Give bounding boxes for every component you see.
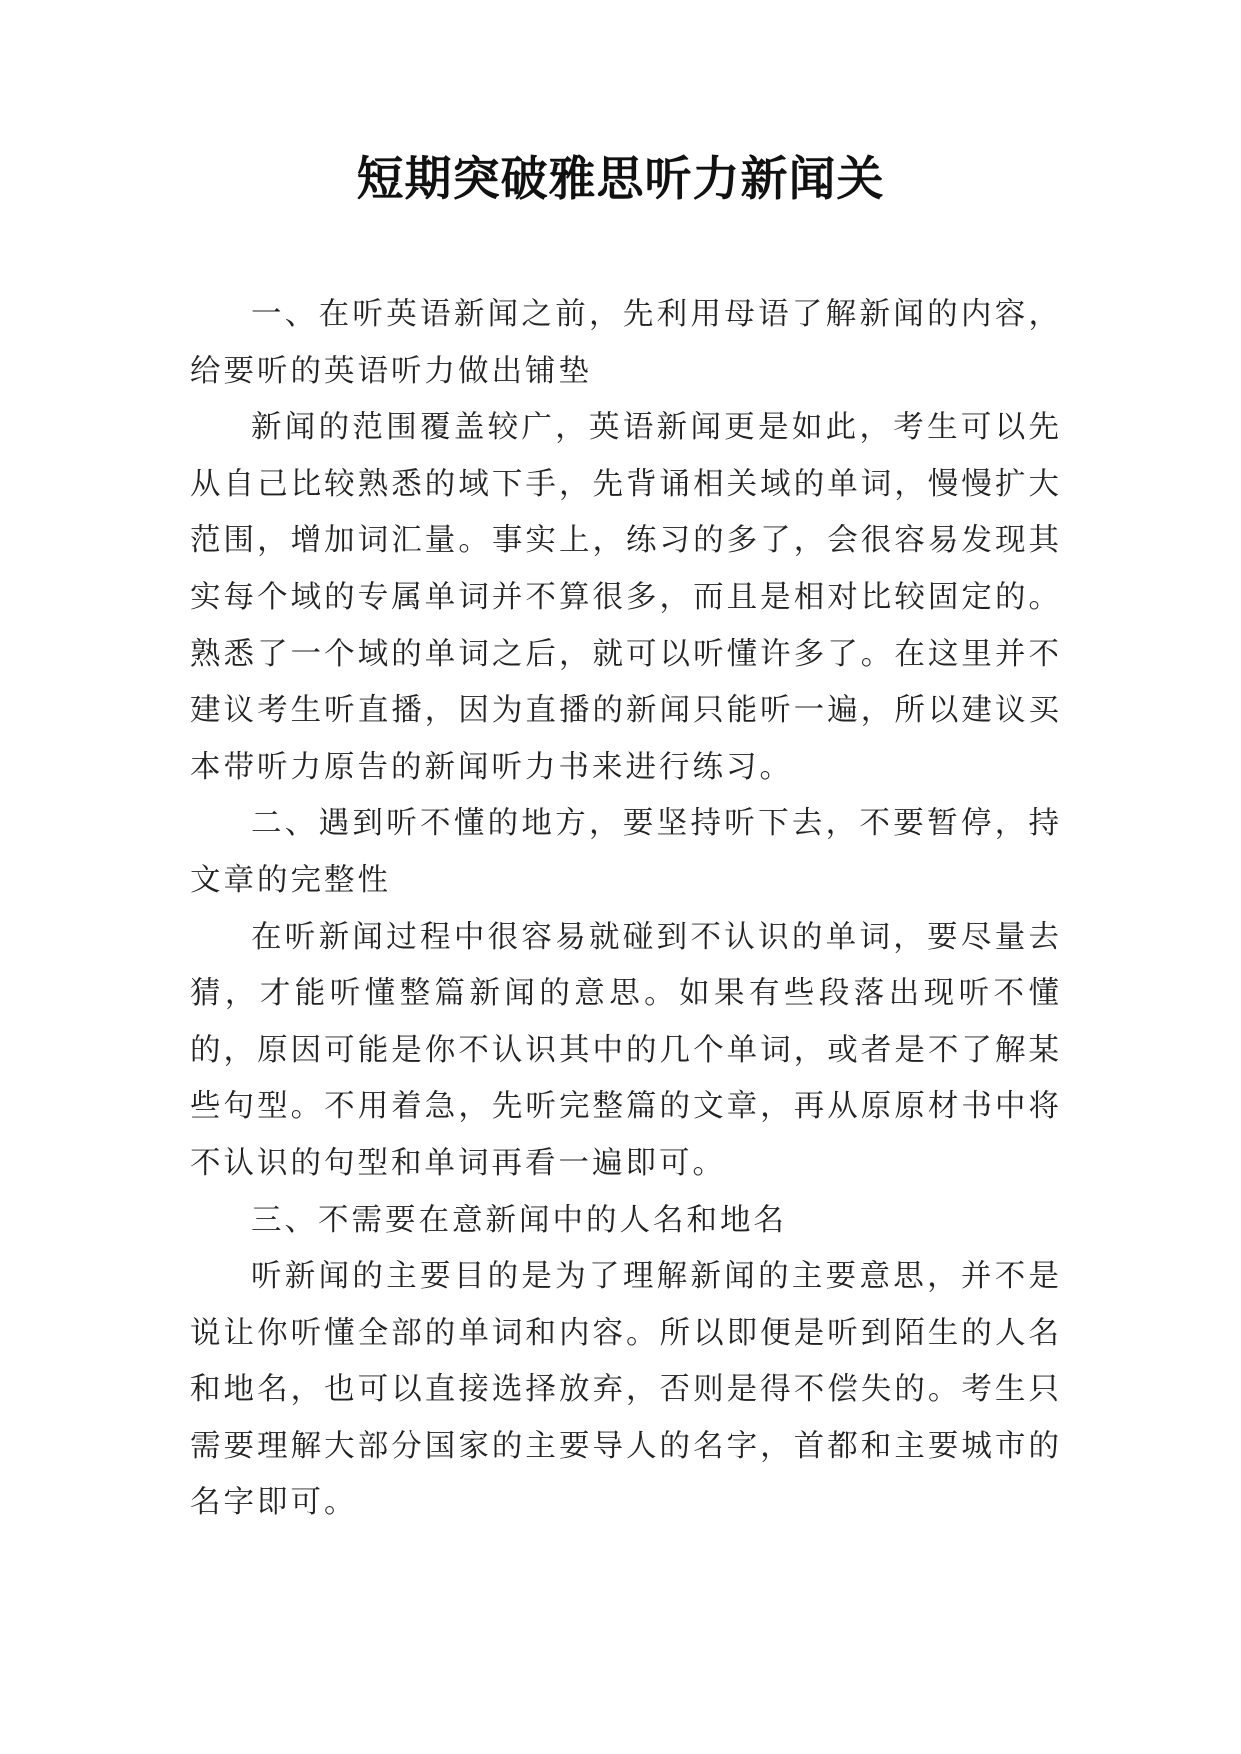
paragraph-heading-3: 三、不需要在意新闻中的人名和地名: [251, 1202, 787, 1238]
paragraph-1: 新闻的范围覆盖较广，英语新闻更是如此，考生可以先从自己比较熟悉的域下手，先背诵相关域的单词，慢慢扩大范围，增加词汇量。事实上，练习的多了，会很容易发现其实每个域的专属单词并不算很多，而且是相对比较固定的。熟悉了一个域的单词之后，就可以听懂许多了。在这里并不建议考生听直播，因为直播的新闻只能听一遍，所以建议买本带听力原告的新闻听力书来进行练习。: [190, 410, 1062, 785]
document-body: [190, 287, 1062, 1532]
paragraph-heading-1: 一、在听英语新闻之前，先利用母语了解新闻的内容，给要听的英语听力做出铺垫: [190, 297, 1062, 389]
document-title: 短期突破雅思听力新闻关: [356, 152, 885, 207]
paragraph-heading-2: 二、遇到听不懂的地方，要坚持听下去，不要暂停，持文章的完整性: [190, 806, 1062, 898]
paragraph-3: 听新闻的主要目的是为了理解新闻的主要意思，并不是说让你听懂全部的单词和内容。所以即便是听到陌生的人名和地名，也可以直接选择放弃，否则是得不偿失的。考生只需要理解大部分国家的主要导人的名字，首都和主要城市的名字即可。: [190, 1259, 1062, 1521]
paragraph-2: 在听新闻过程中很容易就碰到不认识的单词，要尽量去猜，才能听懂整篇新闻的意思。如果有些段落出现听不懂的，原因可能是你不认识其中的几个单词，或者是不了解某些句型。不用着急，先听完整篇的文章，再从原原材书中将不认识的句型和单词再看一遍即可。: [190, 919, 1062, 1181]
